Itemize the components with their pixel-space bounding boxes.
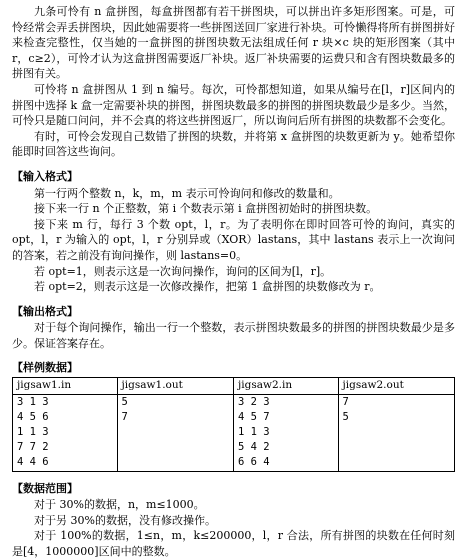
data-range-line-3: 对于 100%的数据，1≤n，m，k≤200000，l，r 合法，所有拼图的块数在任何时刻是[4，1000000]区间中的整数。 bbox=[12, 529, 455, 559]
input-format-line-4: 若 opt=1，则表示这是一次询问操作，询问的区间为[l，r]。 bbox=[34, 264, 332, 278]
input-format-heading: 【输入格式】 bbox=[12, 169, 78, 183]
output-format-heading: 【输出格式】 bbox=[12, 304, 78, 318]
sample-cell-jigsaw1-in: 3 1 3 4 5 6 1 1 3 7 7 2 4 4 6 bbox=[13, 394, 118, 471]
sample-cell-jigsaw2-out: 7 5 bbox=[338, 394, 454, 471]
sample-header-jigsaw2-out: jigsaw2.out bbox=[338, 378, 454, 395]
sample-cell-jigsaw2-in: 3 2 3 4 5 7 1 1 3 5 4 2 6 6 4 bbox=[233, 394, 338, 471]
sample-cell-jigsaw1-out: 5 7 bbox=[117, 394, 233, 471]
input-format-line-2: 接下来一行 n 个正整数，第 i 个数表示第 i 盒拼图初始时的拼图块数。 bbox=[34, 202, 378, 216]
samples-header-row bbox=[13, 378, 455, 395]
input-format-line-3: 接下来 m 行，每行 3 个数 opt，l，r。为了表明你在即时回答可怜的询问，真实的 opt，l，r 为输入的 opt，l，r 分别异或（XOR）lastans，其中 lastans 表示上一次询问的答案，若之前没有询问操作，则 lastans=0。 bbox=[12, 217, 455, 262]
description-paragraph-2: 可怜将 n 盒拼图从 1 到 n 编号。每次，可怜都想知道，如果从编号在[l，r]区间内的拼图中选择 k 盒一定需要补块的拼图，拼图块数最多的拼图的拼图块数最少是多少。当然，可怜只是随口问问，并不会真的将这些拼图返厂，所以询问后所有拼图的块数都不会变化。 bbox=[12, 82, 455, 128]
description-paragraph-3: 有时，可怜会发现自己数错了拼图的块数，并将第 x 盒拼图的块数更新为 y。她希望你能即时回答这些询问。 bbox=[12, 129, 455, 159]
data-range-line-2: 对于另 30%的数据，没有修改操作。 bbox=[34, 513, 216, 527]
input-format-line-1: 第一行两个整数 n，k，m，m 表示可怜询问和修改的数量和。 bbox=[34, 186, 340, 200]
input-format-line-5: 若 opt=2，则表示这是一次修改操作，把第 1 盒拼图的块数修改为 r。 bbox=[34, 280, 381, 294]
sample-header-jigsaw2-in: jigsaw2.in bbox=[233, 378, 338, 395]
data-range-heading: 【数据范围】 bbox=[12, 481, 78, 495]
sample-header-jigsaw1-out: jigsaw1.out bbox=[117, 378, 233, 395]
samples-data-row bbox=[13, 394, 455, 471]
output-format-line-1: 对于每个询问操作，输出一行一个整数，表示拼图块数最多的拼图的拼图块数最少是多少。保证答案存在。 bbox=[12, 321, 455, 350]
samples-heading: 【样例数据】 bbox=[12, 361, 78, 375]
description-paragraph-1: 九条可怜有 n 盒拼图，每盒拼图都有若干拼图块，可以拼出许多矩形图案。可是，可怜经常会弄丢拼图块，因此她需要将一些拼图送回厂家进行补块。可怜懒得将所有拼图拼好来检查完整性，仅当她的一盒拼图的拼图块数无法组成任何 r 块×c 块的矩形图案（其中 r，c≥2），可怜才认为这盒拼图需要返厂补块。返厂补块需要的运费只和含有图块数最多的拼图有关。 bbox=[12, 5, 455, 81]
sample-header-jigsaw1-in: jigsaw1.in bbox=[13, 378, 118, 395]
data-range-line-1: 对于 30%的数据，n，m≤1000。 bbox=[34, 498, 205, 512]
samples-table bbox=[12, 377, 455, 472]
